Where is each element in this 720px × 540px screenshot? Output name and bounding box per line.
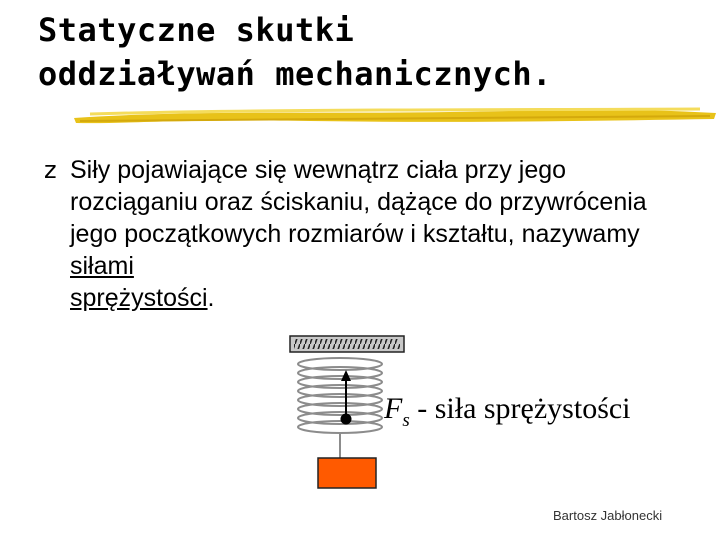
ceiling-mount — [290, 336, 404, 352]
bullet-period: . — [207, 284, 215, 312]
spring — [298, 358, 382, 458]
hanging-weight — [318, 458, 376, 488]
slide-title — [38, 8, 698, 96]
bullet-icon: z — [44, 156, 57, 184]
force-label — [384, 392, 631, 432]
title-line-2: oddziaływań mechanicznych. — [38, 55, 552, 93]
term-sprężystości: sprężystości — [70, 284, 208, 312]
title-line-1: Statyczne skutki — [38, 11, 355, 49]
term-siłami: siłami — [70, 252, 134, 280]
title-underline — [70, 104, 720, 126]
footer-author: Bartosz Jabłonecki — [553, 508, 663, 523]
bullet-text-body: Siły pojawiające się wewnątrz ciała przy jego rozciąganiu oraz ściskaniu, dążące do przywrócenia jego początkowych rozmiarów i kształtu, nazywamy — [70, 156, 647, 248]
force-symbol: F — [384, 392, 403, 425]
bullet-item — [44, 154, 684, 314]
bullet-text — [44, 154, 684, 314]
force-subscript: s — [402, 410, 410, 431]
force-caption: - siła sprężystości — [409, 392, 631, 425]
